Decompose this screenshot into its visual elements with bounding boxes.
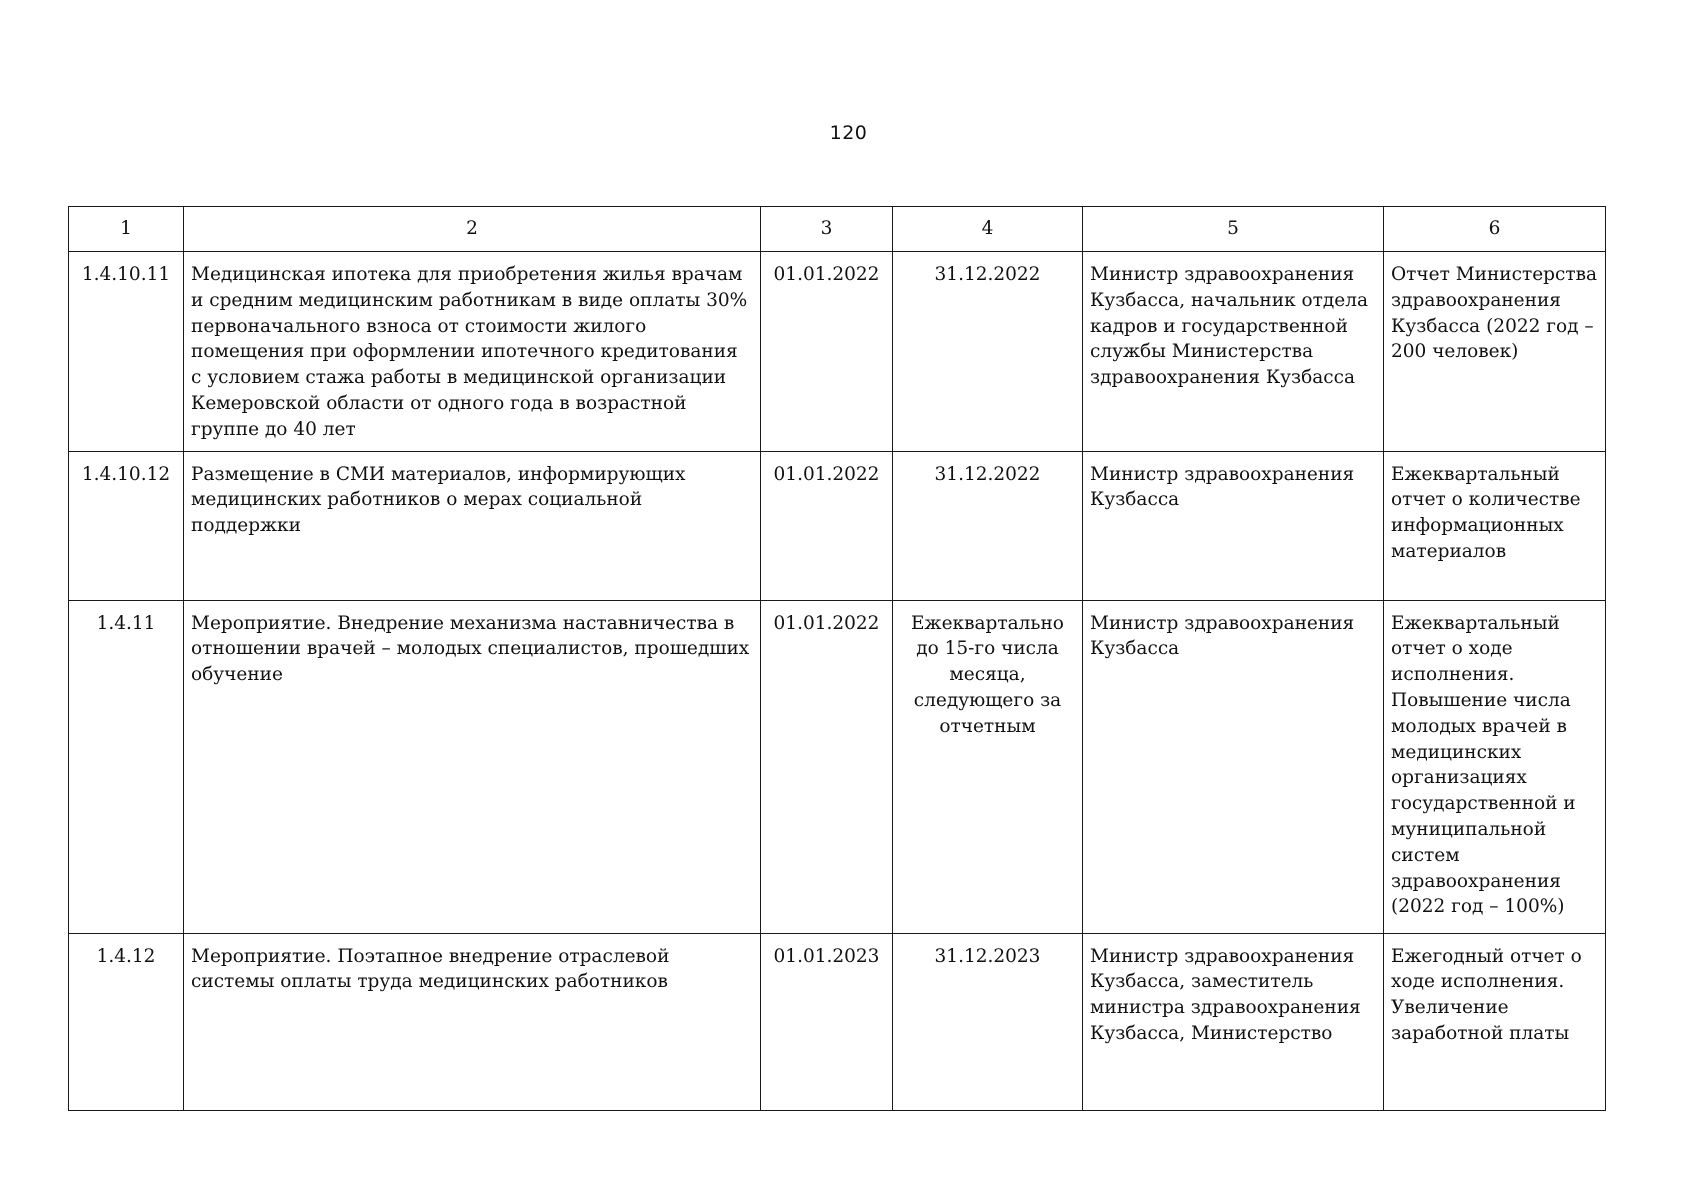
item-start-date: 01.01.2023 [761,933,893,1110]
table-header-row [69,207,1606,252]
item-code: 1.4.12 [69,933,184,1110]
item-start-date: 01.01.2022 [761,252,893,452]
column-header-6: 6 [1384,207,1606,252]
item-responsible: Министр здравоохранения Кузбасса [1083,600,1384,933]
item-result: Отчет Министерства здравоохранения Кузбасса (2022 год – 200 человек) [1384,252,1606,452]
item-result: Ежеквартальный отчет о количестве информационных материалов [1384,451,1606,600]
column-header-3: 3 [761,207,893,252]
item-code: 1.4.10.12 [69,451,184,600]
table-row [69,600,1606,933]
column-header-2: 2 [184,207,761,252]
item-end-date: 31.12.2022 [893,451,1083,600]
item-description: Размещение в СМИ материалов, информирующих медицинских работников о мерах социальной поддержки [184,451,761,600]
column-header-4: 4 [893,207,1083,252]
item-start-date: 01.01.2022 [761,600,893,933]
table-row [69,933,1606,1110]
table-row [69,252,1606,452]
item-end-date: 31.12.2023 [893,933,1083,1110]
item-code: 1.4.11 [69,600,184,933]
item-end-date: 31.12.2022 [893,252,1083,452]
item-start-date: 01.01.2022 [761,451,893,600]
page-number: 120 [829,122,868,144]
item-responsible: Министр здравоохранения Кузбасса [1083,451,1384,600]
item-result: Ежегодный отчет о ходе исполнения. Увеличение заработной платы [1384,933,1606,1110]
item-description: Мероприятие. Внедрение механизма наставничества в отношении врачей – молодых специалистов, прошедших обучение [184,600,761,933]
column-header-1: 1 [69,207,184,252]
table-row [69,451,1606,600]
measures-table [68,206,1606,1111]
item-responsible: Министр здравоохранения Кузбасса, заместитель министра здравоохранения Кузбасса, Министерство [1083,933,1384,1110]
column-header-5: 5 [1083,207,1384,252]
item-end-date: Ежеквартально до 15-го числа месяца, следующего за отчетным [893,600,1083,933]
item-result: Ежеквартальный отчет о ходе исполнения. Повышение числа молодых врачей в медицинских организациях государственной и муниципальной систем здравоохранения (2022 год – 100%) [1384,600,1606,933]
item-description: Мероприятие. Поэтапное внедрение отраслевой системы оплаты труда медицинских работников [184,933,761,1110]
item-description: Медицинская ипотека для приобретения жилья врачам и средним медицинским работникам в виде оплаты 30% первоначального взноса от стоимости жилого помещения при оформлении ипотечного кредитования с условием стажа работы в медицинской организации Кемеровской области от одного года в возрастной группе до 40 лет [184,252,761,452]
item-responsible: Министр здравоохранения Кузбасса, начальник отдела кадров и государственной службы Министерства здравоохранения Кузбасса [1083,252,1384,452]
item-code: 1.4.10.11 [69,252,184,452]
